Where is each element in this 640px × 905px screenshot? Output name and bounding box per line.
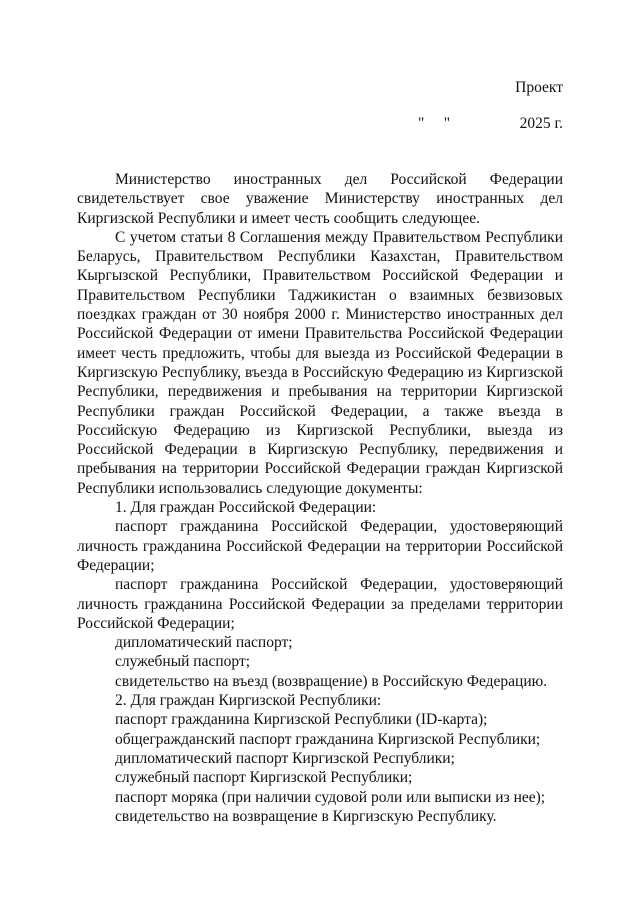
list-item: служебный паспорт;	[115, 653, 251, 671]
draft-label: Проект	[515, 79, 563, 96]
list-item: свидетельство на возвращение в Киргизскую Республику.	[115, 807, 497, 825]
list-item: общегражданский паспорт гражданина Киргизской Республики;	[115, 730, 541, 748]
document-body	[77, 170, 563, 826]
paragraph-proposal: С учетом статьи 8 Соглашения между Правительством Республики Беларусь, Правительством Республики Казахстан, Правительством Кыргызской Республики, Правительством Российской Федерации и Правительством Республики Таджикистан о взаимных безвизовых поездках граждан от 30 ноября 2000 г. Министерство иностранных дел Российской Федерации от имени Правительства Российской Федерации имеет честь предложить, чтобы для выезда из Российской Федерации в Киргизскую Республику, въезда в Российскую Федерацию из Киргизской Республики, передвижения и пребывания на территории Киргизской Республики граждан Российской Федерации, а также въезда в Российскую Федерацию из Киргизской Республики, выезда из Российской Федерации в Киргизскую Республику, передвижения и пребывания на территории Российской Федерации граждан Киргизской Республики использовались следующие документы:	[77, 228, 563, 497]
date-quotes: " "	[418, 115, 451, 132]
section-heading-kyrgyz-citizens: 2. Для граждан Киргизской Республики:	[115, 692, 382, 710]
list-item: паспорт гражданина Киргизской Республики (ID-карта);	[115, 711, 488, 729]
section-heading-russian-citizens: 1. Для граждан Российской Федерации:	[115, 499, 377, 517]
list-item: паспорт гражданина Российской Федерации, удостоверяющий личность гражданина Российской Федерации за пределами территории Российской Федерации;	[77, 576, 563, 632]
list-item: паспорт гражданина Российской Федерации, удостоверяющий личность гражданина Российской Федерации на территории Российской Федерации;	[77, 518, 563, 574]
list-item: паспорт моряка (при наличии судовой роли или выписки из нее);	[115, 788, 546, 806]
list-item: служебный паспорт Киргизской Республики;	[115, 769, 413, 787]
list-item: дипломатический паспорт;	[115, 634, 293, 652]
date-year: 2025 г.	[519, 115, 563, 132]
list-item: свидетельство на въезд (возвращение) в Российскую Федерацию.	[115, 672, 548, 690]
list-item: дипломатический паспорт Киргизской Республики;	[115, 749, 455, 767]
paragraph-intro: Министерство иностранных дел Российской Федерации свидетельствует свое уважение Министерству иностранных дел Киргизской Республики и имеет честь сообщить следующее.	[77, 171, 563, 227]
